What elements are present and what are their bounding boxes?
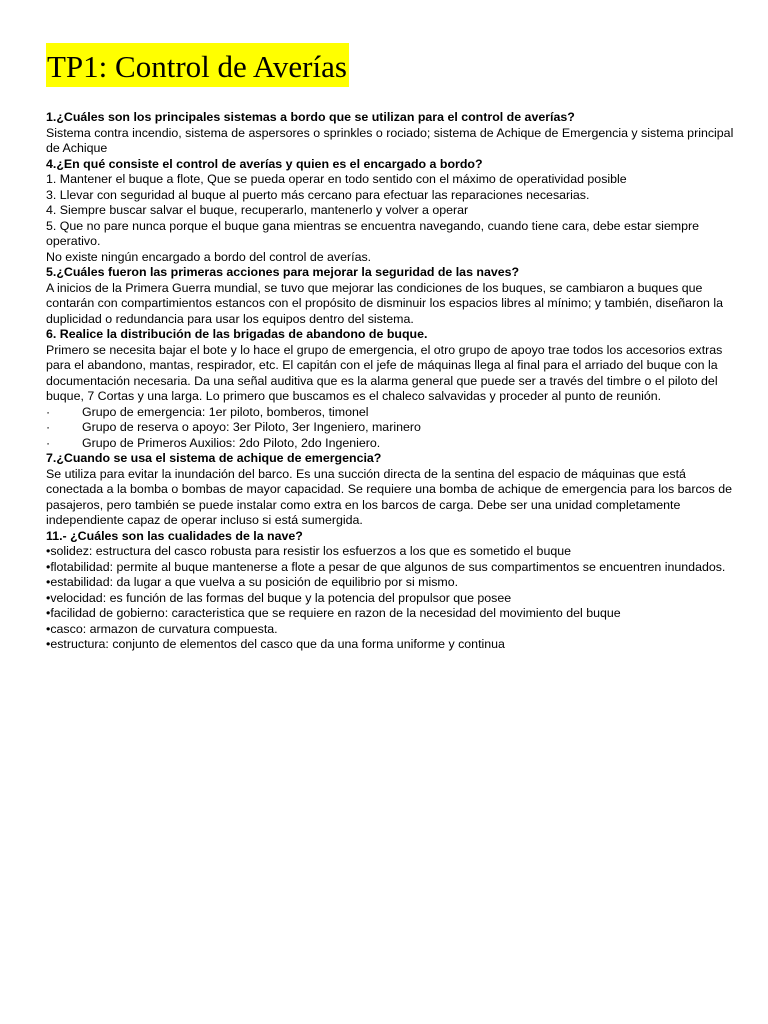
quality-item: •solidez: estructura del casco robusta para resistir los esfuerzos a los que es sometido el buque bbox=[46, 544, 572, 558]
answer-1: Sistema contra incendio, sistema de aspersores o sprinkles o rociado; sistema de Achique de Emergencia y sistema principal de Achique bbox=[46, 125, 734, 155]
bullet-symbol: · bbox=[46, 435, 51, 450]
quality-item: •casco: armazon de curvatura compuesta. bbox=[46, 621, 278, 636]
answer-4-item: 5. Que no pare nunca porque el buque gana mientras se encuentra navegando, cuando tiene cara, debe estar siempre operativo. bbox=[46, 218, 700, 248]
quality-item: •estabilidad: da lugar a que vuelva a su posición de equilibrio por si mismo. bbox=[46, 575, 459, 589]
question-5: 5.¿Cuáles fueron las primeras acciones para mejorar la seguridad de las naves? bbox=[46, 265, 520, 279]
quality-item: •facilidad de gobierno: caracteristica que se requiere en razon de la necesidad del movimiento del buque bbox=[46, 606, 621, 620]
answer-4-item: 3. Llevar con seguridad al buque al puerto más cercano para efectuar las reparaciones necesarias. bbox=[46, 187, 590, 202]
question-4: 4.¿En qué consiste el control de averías y quien es el encargado a bordo? bbox=[46, 156, 483, 171]
answer-5: A inicios de la Primera Guerra mundial, se tuvo que mejorar las condiciones de los buques, se cambiaron a buques que contarán con compartimientos estancos con el propósito de disminuir los espacios libres al mínimo; y también, diseñaron la duplicidad o redundancia para usar los equipos dentro del sistema. bbox=[46, 280, 724, 326]
question-1: 1.¿Cuáles son los principales sistemas a bordo que se utilizan para el control de averías? bbox=[46, 110, 575, 124]
brigade-text: Grupo de reserva o apoyo: 3er Piloto, 3er Ingeniero, marinero bbox=[82, 420, 421, 434]
question-7: 7.¿Cuando se usa el sistema de achique de emergencia? bbox=[46, 451, 382, 465]
quality-item: •velocidad: es función de las formas del buque y la potencia del propulsor que posee bbox=[46, 590, 512, 605]
page-title: TP1: Control de Averías bbox=[46, 43, 349, 87]
brigade-list-item bbox=[46, 420, 736, 436]
question-6: 6. Realice la distribución de las brigadas de abandono de buque. bbox=[46, 327, 428, 341]
quality-item: •flotabilidad: permite al buque mantenerse a flote a pesar de que algunos de sus compartimentos se encuentren inundados. bbox=[46, 559, 726, 574]
brigade-list-item bbox=[46, 405, 736, 421]
brigade-list-item bbox=[46, 436, 736, 452]
bullet-symbol: · bbox=[46, 404, 51, 419]
answer-4-closing: No existe ningún encargado a bordo del control de averías. bbox=[46, 249, 372, 264]
answer-7: Se utiliza para evitar la inundación del barco. Es una succión directa de la sentina del espacio de máquinas que está conectada a la bomba o bombas de mayor capacidad. Se requiere una bomba de achique de emergencia para los barcos de pasajeros, pero también se puede instalar como extra en los barcos de carga. Debe ser una unidad completamente independiente capaz de operar incluso si está sumergida. bbox=[46, 466, 733, 527]
answer-6: Primero se necesita bajar el bote y lo hace el grupo de emergencia, el otro grupo de apoyo trae todos los accesorios extras para el abandono, mantas, respirador, etc. El capitán con el jefe de máquinas llega al final para el arriado del buque con la documentación necesaria. Da una señal auditiva que es la alarma general que puede ser a través del timbre o el piloto del buque, 7 Cortas y una larga. Lo primero que buscamos es el chaleco salvavidas y proceder al punto de reunión. bbox=[46, 342, 723, 403]
answer-4-item: 4. Siempre buscar salvar el buque, recuperarlo, mantenerlo y volver a operar bbox=[46, 203, 469, 217]
question-11: 11.- ¿Cuáles son las cualidades de la nave? bbox=[46, 528, 303, 543]
quality-item: •estructura: conjunto de elementos del casco que da una forma uniforme y continua bbox=[46, 637, 505, 651]
bullet-symbol: · bbox=[46, 420, 51, 434]
document-body bbox=[46, 110, 736, 653]
brigade-text: Grupo de emergencia: 1er piloto, bomberos, timonel bbox=[82, 404, 369, 419]
brigade-text: Grupo de Primeros Auxilios: 2do Piloto, 2do Ingeniero. bbox=[82, 435, 381, 450]
answer-4-item: 1. Mantener el buque a flote, Que se pueda operar en todo sentido con el máximo de operatividad posible bbox=[46, 172, 627, 186]
